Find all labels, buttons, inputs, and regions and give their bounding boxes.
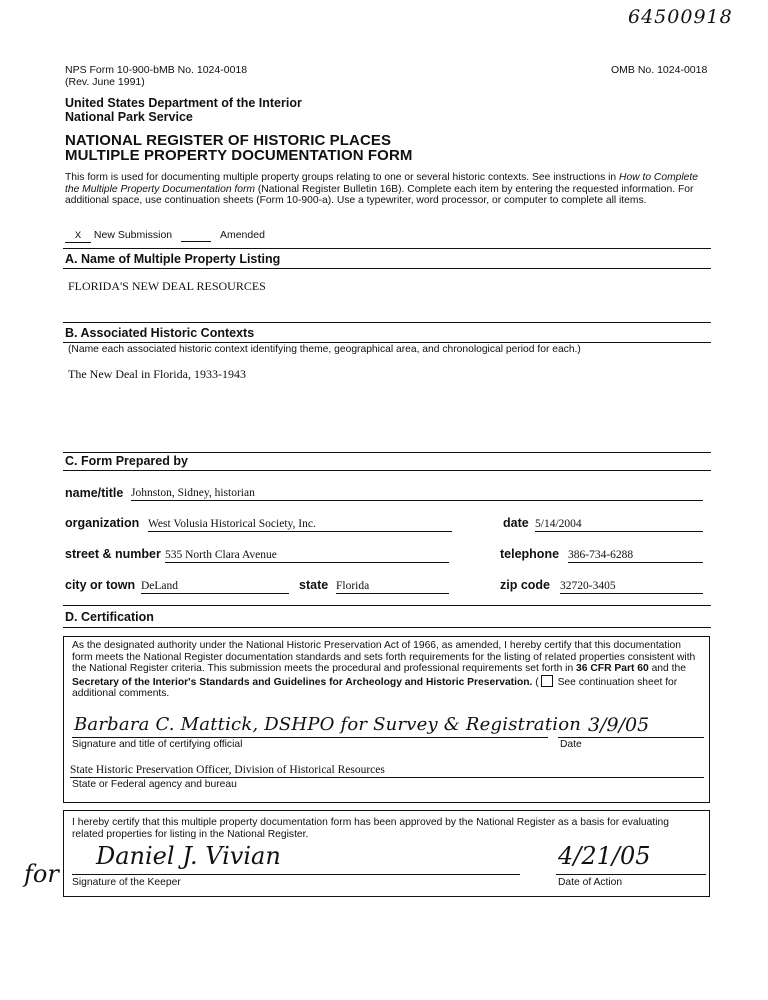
cert-text-2: and the [648,663,686,674]
organization-value[interactable]: West Volusia Historical Society, Inc. [148,518,452,532]
city-town-label: city or town [65,578,136,592]
multiple-property-name-value: FLORIDA'S NEW DEAL RESOURCES [68,279,266,293]
keeper-signature-label: Signature of the Keeper [72,877,181,888]
state-value[interactable]: Florida [336,580,449,594]
cert-text-4: See continuation sheet for additional comments. [72,676,678,699]
section-c-heading: C. Form Prepared by [65,454,188,468]
organization-label: organization [65,516,140,530]
section-a-bottom-rule [63,268,711,269]
date-prepared-value[interactable]: 5/14/2004 [535,518,703,532]
certification-statement [72,640,702,700]
form-revision: (Rev. June 1991) [65,76,145,88]
submission-row [65,229,265,243]
date-of-action-label: Date of Action [558,877,623,888]
keeper-date-signed: 4/21/05 [558,842,651,870]
new-submission-label: New Submission [93,229,173,241]
street-number-value[interactable]: 535 North Clara Avenue [165,549,449,563]
form-title-line-2: MULTIPLE PROPERTY DOCUMENTATION FORM [65,147,413,164]
section-b-bottom-rule [63,342,711,343]
city-town-value[interactable]: DeLand [141,580,289,594]
certification-date-signed: 3/9/05 [588,714,650,736]
telephone-label: telephone [500,547,560,561]
continuation-sheet-checkbox[interactable] [541,675,553,687]
department-name: United States Department of the Interior [65,96,302,110]
cert-bold-cfr: 36 CFR Part 60 [576,663,649,674]
form-number: NPS Form 10-900-bMB No. 1024-0018 [65,64,248,76]
section-b-top-rule [63,322,711,323]
date-label: date [503,516,529,530]
section-b-note: (Name each associated historic context identifying theme, geographical area, and chronological period for each.) [68,344,581,355]
state-label: state [299,578,329,592]
service-name: National Park Service [65,110,193,124]
certifying-signature-line [72,737,548,738]
signature-title-label: Signature and title of certifying official [72,739,243,750]
amended-label: Amended [219,229,265,241]
new-submission-checkmark[interactable]: X [65,229,91,243]
form-title-line-1: NATIONAL REGISTER OF HISTORIC PLACES [65,132,392,149]
instructions-part-1: This form is used for documenting multiple property groups relating to one or several historic contexts. See instructions in [65,172,620,183]
telephone-value[interactable]: 386-734-6288 [568,549,703,563]
zip-code-label: zip code [500,578,551,592]
zip-code-value[interactable]: 32720-3405 [560,580,703,594]
historic-context-value: The New Deal in Florida, 1933-1943 [68,367,246,381]
certification-date-label: Date [560,739,582,750]
certification-date-line [558,737,704,738]
section-a-heading: A. Name of Multiple Property Listing [65,252,281,266]
for-handwritten-mark: for [24,860,59,888]
section-c-top-rule [63,452,711,453]
instructions-reference: How to Complete the Multiple Property Documentation form [65,172,698,195]
corner-reference-number: 64500918 [628,6,733,28]
cert-bold-standards: Secretary of the Interior's Standards and Guidelines for Archeology and Historic Preservation. [72,676,533,688]
keeper-signature: Daniel J. Vivian [96,842,281,870]
street-number-label: street & number [65,547,161,561]
cert-text-3: ( [532,676,539,688]
section-d-heading: D. Certification [65,610,154,624]
amended-blank[interactable] [181,229,211,242]
instructions-part-2: (National Register Bulletin 16B). Complete each item by entering the requested information. For additional space, use continuation sheets (Form 10-900-a). Use a typewriter, word processor, or computer to complete all items. [65,183,694,206]
name-title-value[interactable]: Johnston, Sidney, historian [131,487,703,501]
cert-text-1: As the designated authority under the National Historic Preservation Act of 1966, as amended, I hereby certify that this documentation form meets the National Register documentation standards and sets forth requirements for the listing of related properties consistent with the National Register criteria. This submission meets the procedural and professional requirements set forth in [72,640,696,674]
certifying-official-signature: Barbara C. Mattick, DSHPO for Survey & Registration [74,714,582,735]
section-d-top-rule [63,605,711,606]
omb-number: OMB No. 1024-0018 [611,64,708,76]
instructions-paragraph [65,172,711,207]
section-c-bottom-rule [63,470,711,471]
keeper-date-line [556,874,706,875]
agency-bureau-value: State Historic Preservation Officer, Division of Historical Resources [70,764,704,778]
section-a-top-rule [63,248,711,249]
keeper-statement: I hereby certify that this multiple property documentation form has been approved by the National Register as a basis for evaluating related properties for listing in the National Register. [72,817,669,840]
name-title-label: name/title [65,486,124,500]
section-b-heading: B. Associated Historic Contexts [65,326,255,340]
keeper-signature-line [72,874,520,875]
section-d-bottom-rule [63,627,711,628]
agency-bureau-label: State or Federal agency and bureau [72,779,237,790]
